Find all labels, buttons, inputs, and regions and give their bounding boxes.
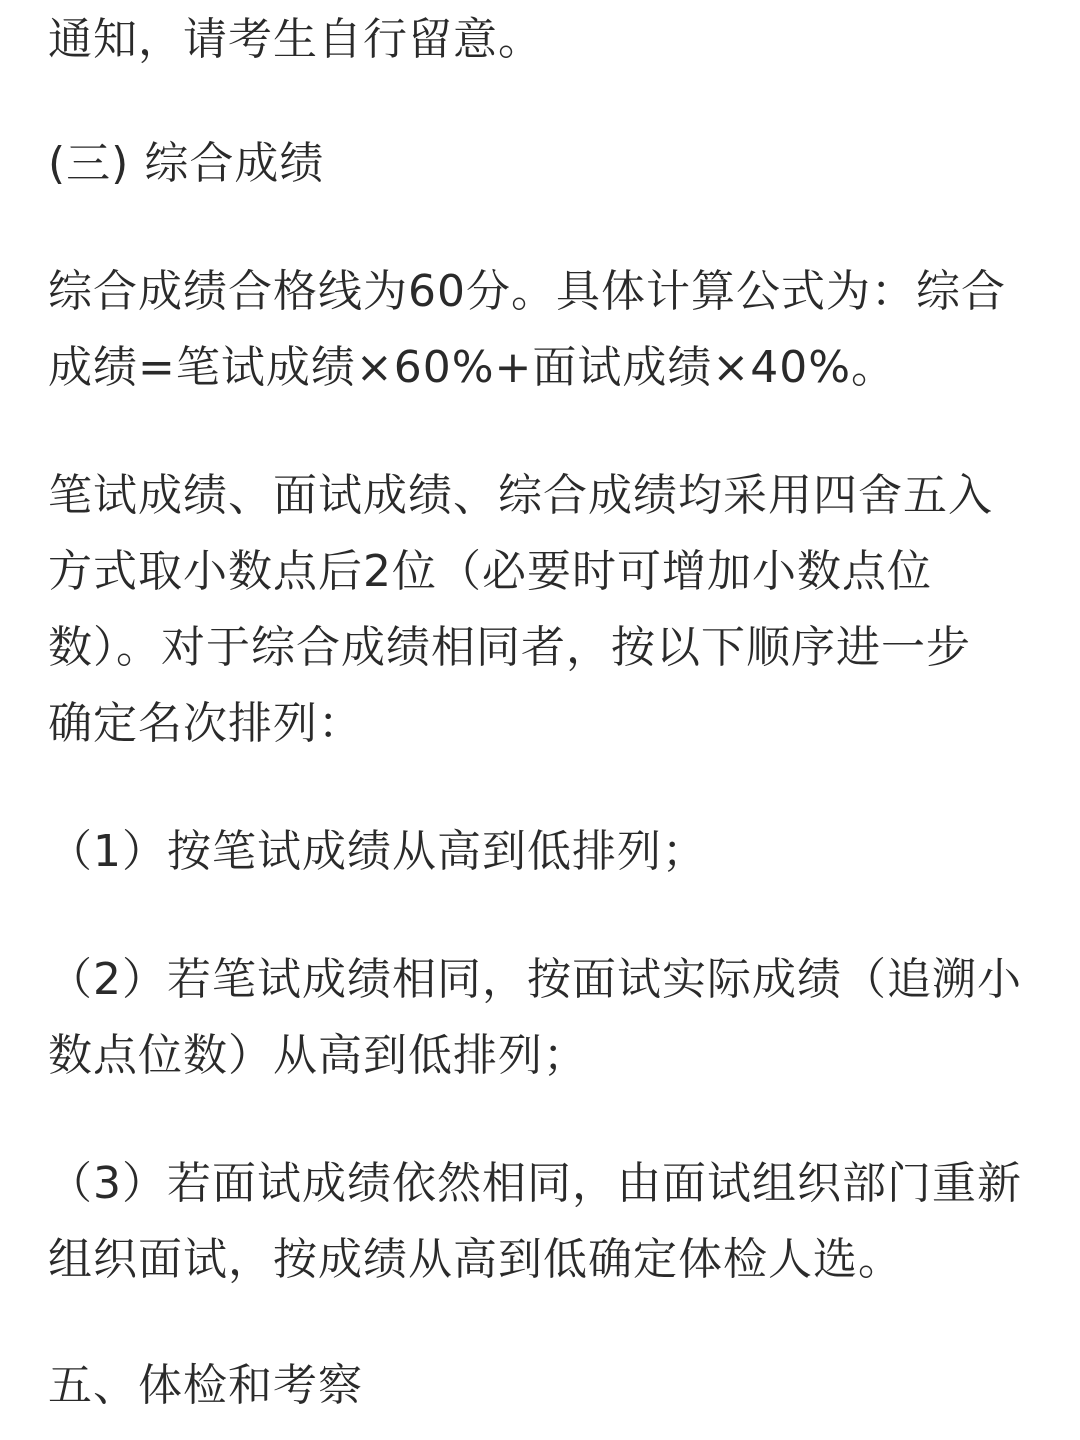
paragraph-line: 数）。对于综合成绩相同者，按以下顺序进一步 xyxy=(48,622,971,673)
list-item-continuation: 数点位数）从高到低排列； xyxy=(48,1030,588,1081)
paragraph-line: 笔试成绩、面试成绩、综合成绩均采用四舍五入 xyxy=(48,470,993,521)
list-item: （1）按笔试成绩从高到低排列； xyxy=(48,826,707,877)
paragraph-line: 综合成绩合格线为60分。具体计算公式为：综合 xyxy=(48,266,1006,317)
section-heading: (三) 综合成绩 xyxy=(48,138,325,189)
paragraph-line: 方式取小数点后2位（必要时可增加小数点位 xyxy=(48,546,932,597)
paragraph-line: 通知，请考生自行留意。 xyxy=(48,14,543,65)
list-item: （3）若面试成绩依然相同，由面试组织部门重新 xyxy=(48,1158,1022,1209)
list-item: （2）若笔试成绩相同，按面试实际成绩（追溯小 xyxy=(48,954,1022,1005)
paragraph-line: 确定名次排列： xyxy=(48,698,363,749)
section-heading: 五、体检和考察 xyxy=(48,1360,363,1411)
list-item-continuation: 组织面试，按成绩从高到低确定体检人选。 xyxy=(48,1234,903,1285)
paragraph-line: 成绩=笔试成绩×60%+面试成绩×40%。 xyxy=(48,342,897,393)
